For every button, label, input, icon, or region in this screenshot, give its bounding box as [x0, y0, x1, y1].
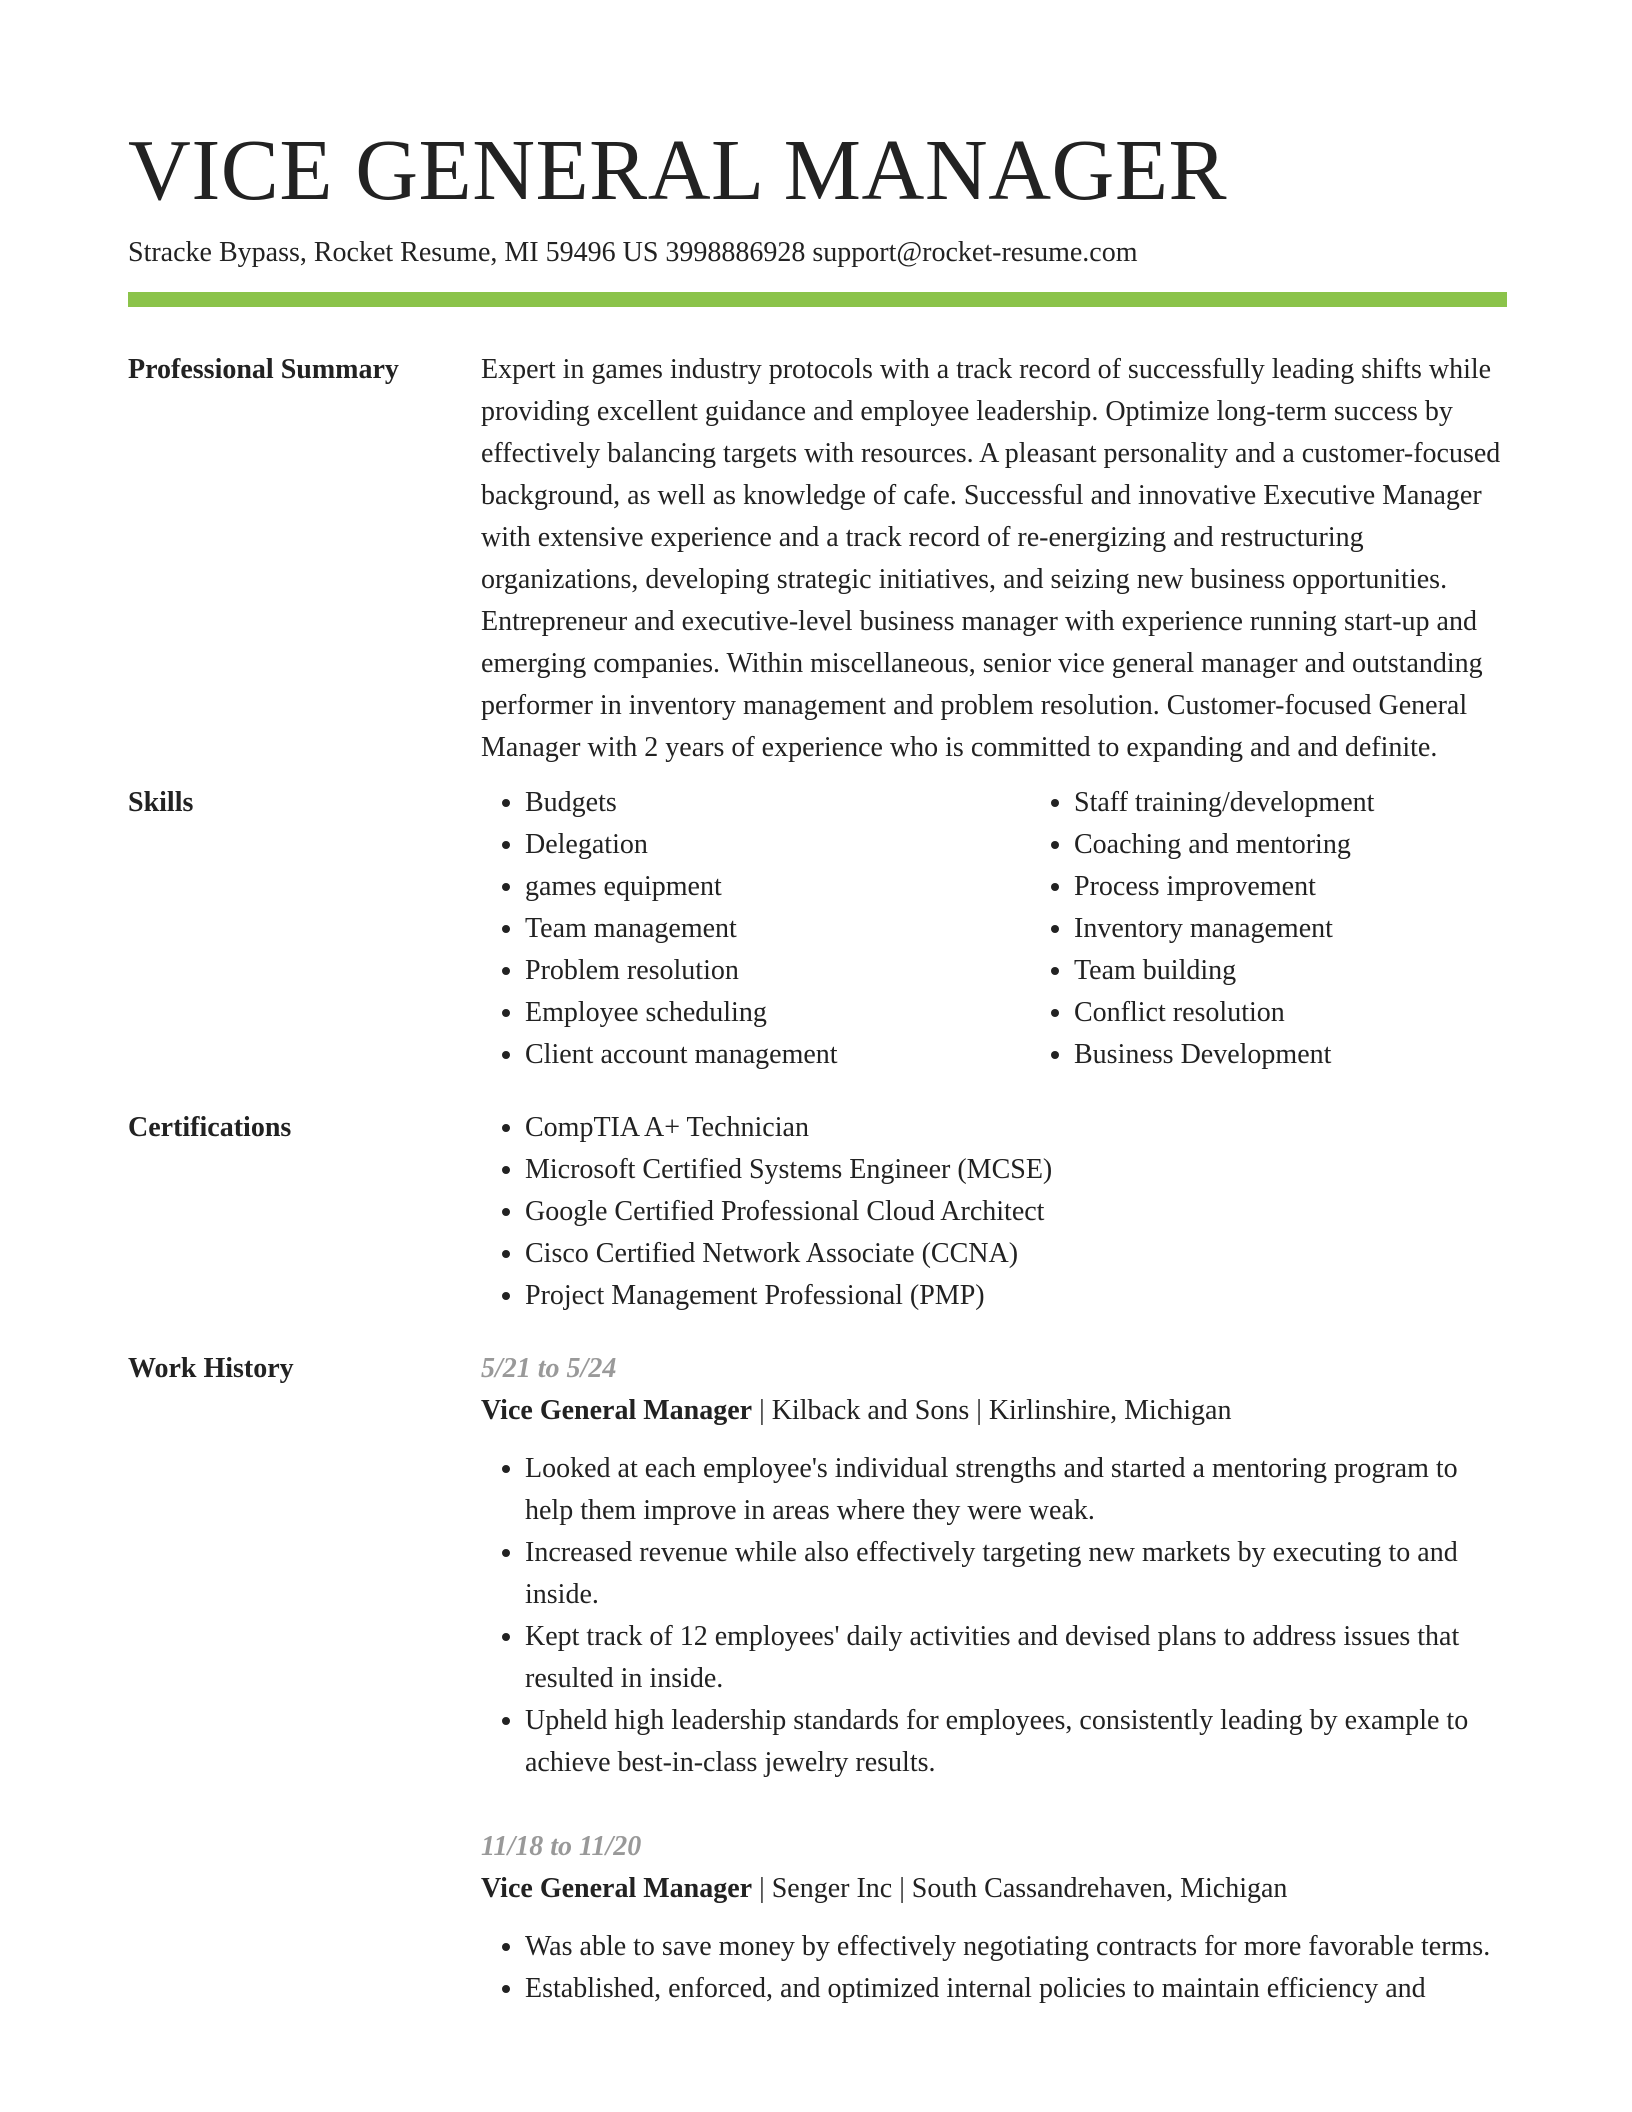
skills-heading: Skills — [128, 787, 194, 818]
skill-item: • Employee scheduling — [525, 992, 1030, 1034]
resume-title: VICE GENERAL MANAGER — [128, 121, 1228, 218]
certifications-section — [128, 1107, 1507, 1317]
summary-heading: Professional Summary — [128, 354, 399, 385]
work-history-heading: Work History — [128, 1353, 294, 1384]
certification-item: • Cisco Certified Network Associate (CCNA) — [525, 1233, 1507, 1275]
skill-item: • Delegation — [525, 824, 1030, 866]
contact-line: Stracke Bypass, Rocket Resume, MI 59496 US 3998886928 support@rocket-resume.com — [128, 237, 1138, 268]
job-bullet: • Increased revenue while also effectively targeting new markets by executing to and inside. — [525, 1532, 1507, 1616]
job-employer-location: | Senger Inc | South Cassandrehaven, Michigan — [752, 1873, 1288, 1904]
job-heading — [481, 1390, 1507, 1432]
skill-item: • games equipment — [525, 866, 1030, 908]
certification-item: • Google Certified Professional Cloud Architect — [525, 1191, 1507, 1233]
job-bullets — [481, 1448, 1507, 1784]
job-title: Vice General Manager — [481, 1873, 753, 1904]
certifications-body — [481, 1107, 1507, 1317]
accent-divider — [128, 292, 1507, 307]
summary-text: Expert in games industry protocols with a track record of successfully leading shifts while providing excellent guidance and employee leadership. Optimize long-term success by effectively balancing targets with resources. A pleasant personality and a customer-focused background, as well as knowledge of cafe. Successful and innovative Executive Manager with extensive experience and a track record of re-energizing and restructuring organizations, developing strategic initiatives, and seizing new business opportunities. Entrepreneur and executive-level business manager with experience running start-up and emerging companies. Within miscellaneous, senior vice general manager and outstanding performer in inventory management and problem resolution. Customer-focused General Manager with 2 years of experience who is committed to expanding and and definite. — [481, 354, 1501, 763]
summary-body — [481, 349, 1507, 769]
skill-item: • Business Development — [1074, 1034, 1507, 1076]
job-bullet: • Upheld high leadership standards for employees, consistently leading by example to achieve best-in-class jewelry results. — [525, 1700, 1507, 1784]
skills-list-left — [481, 782, 1030, 1076]
job-employer-location: | Kilback and Sons | Kirlinshire, Michigan — [752, 1395, 1232, 1426]
job-title: Vice General Manager — [481, 1395, 753, 1426]
job-bullet: • Was able to save money by effectively negotiating contracts for more favorable terms. — [525, 1926, 1507, 1968]
skill-item: • Problem resolution — [525, 950, 1030, 992]
skill-item: • Staff training/development — [1074, 782, 1507, 824]
skill-item: • Budgets — [525, 782, 1030, 824]
job-bullet: • Kept track of 12 employees' daily activities and devised plans to address issues that resulted in inside. — [525, 1616, 1507, 1700]
certifications-heading: Certifications — [128, 1112, 292, 1143]
skills-section — [128, 782, 1507, 1076]
summary-section — [128, 349, 1507, 769]
job-heading — [481, 1868, 1507, 1910]
job-bullet: • Established, enforced, and optimized internal policies to maintain efficiency and — [525, 1968, 1507, 2010]
skill-item: • Process improvement — [1074, 866, 1507, 908]
resume-page — [128, 0, 1507, 2052]
skill-item: • Team building — [1074, 950, 1507, 992]
work-history-section — [128, 1348, 1507, 2052]
job-entry — [481, 1348, 1507, 1784]
skills-grid — [481, 782, 1507, 1076]
skill-item: • Conflict resolution — [1074, 992, 1507, 1034]
certification-item: • Project Management Professional (PMP) — [525, 1275, 1507, 1317]
job-bullets — [481, 1926, 1507, 2010]
certification-item: • CompTIA A+ Technician — [525, 1107, 1507, 1149]
job-bullet: • Looked at each employee's individual strengths and started a mentoring program to help them improve in areas where they were weak. — [525, 1448, 1507, 1532]
skill-item: • Client account management — [525, 1034, 1030, 1076]
work-history-body — [481, 1348, 1507, 2052]
skills-list-right — [1030, 782, 1507, 1076]
skill-item: • Inventory management — [1074, 908, 1507, 950]
job-dates: 5/21 to 5/24 — [481, 1353, 617, 1384]
skill-item: • Coaching and mentoring — [1074, 824, 1507, 866]
certifications-list — [481, 1107, 1507, 1317]
job-dates: 11/18 to 11/20 — [481, 1831, 642, 1862]
certification-item: • Microsoft Certified Systems Engineer (MCSE) — [525, 1149, 1507, 1191]
job-entry — [481, 1826, 1507, 2010]
skill-item: • Team management — [525, 908, 1030, 950]
